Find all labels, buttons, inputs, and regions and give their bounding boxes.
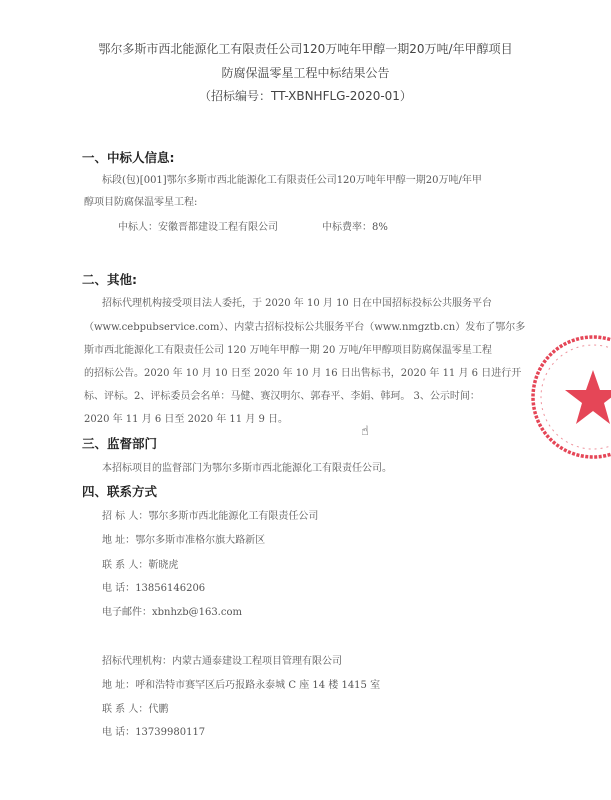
section-winner-heading: 一、中标人信息: <box>82 150 175 165</box>
agency-address: 呼和浩特市赛罕区后巧报路永泰城 C 座 14 楼 1415 室 <box>135 680 381 691</box>
agency-contact-label: 联 系 人： <box>102 704 149 715</box>
agency-phone-label: 电 话： <box>102 727 136 738</box>
supervision-line: 本招标项目的监督部门为鄂尔多斯市西北能源化工有限责任公司。 <box>102 463 392 474</box>
title-line-1: 鄂尔多斯市西北能源化工有限责任公司120万吨年甲醇一期20万吨/年甲醇项目 <box>98 42 513 56</box>
tenderer-name: 鄂尔多斯市西北能源化工有限责任公司 <box>148 511 319 522</box>
tenderer-name-row <box>102 507 318 522</box>
company-seal-icon <box>528 332 611 462</box>
agency-contact-row <box>102 700 168 715</box>
other-line-4: 的招标公告。2020 年 10 月 10 日至 2020 年 10 月 16 日出售标书，2020 年 11 月 6 日进行开 <box>84 368 522 379</box>
other-line-5: 标、评标。2、评标委员会名单：马健、赛汉明尔、郭春平、李娟、韩珂。 3、公示时间： <box>84 391 480 402</box>
section-supervision-heading: 三、监督部门 <box>82 436 158 451</box>
tenderer-email-row <box>102 603 242 618</box>
agency-address-row <box>102 676 380 691</box>
tenderer-email-label: 电子邮件： <box>102 607 152 618</box>
tenderer-phone-row <box>102 579 205 594</box>
tenderer-address-label: 地 址： <box>102 535 136 546</box>
tenderer-contact-row <box>102 556 178 571</box>
title-line-2: 防腐保温零星工程中标结果公告 <box>221 66 390 80</box>
tenderer-contact-label: 联 系 人： <box>102 560 149 571</box>
tenderer-phone-label: 电 话： <box>102 583 136 594</box>
other-line-3: 斯市西北能源化工有限责任公司 120 万吨年甲醇一期 20 万吨/年甲醇项目防腐保温零星工程 <box>84 345 492 356</box>
other-line-1: 招标代理机构接受项目法人委托，于 2020 年 10 月 10 日在中国招标投标公共服务平台 <box>102 298 492 309</box>
tender-number: （招标编号：TT-XBNHFLG-2020-01） <box>199 89 412 103</box>
section-other-heading: 二、其他: <box>82 272 137 287</box>
agency-phone: 13739980117 <box>135 727 206 738</box>
winner-name: 中标人：安徽晋都建设工程有限公司 <box>118 222 278 233</box>
other-line-6: 2020 年 11 月 6 日至 2020 年 11 月 9 日。 <box>84 414 289 425</box>
tenderer-email[interactable]: xbnhzb@163.com <box>152 607 242 618</box>
section-contact-heading: 四、联系方式 <box>82 484 158 499</box>
tenderer-contact: 靳晓虎 <box>148 560 179 571</box>
tenderer-address: 鄂尔多斯市准格尔旗大路新区 <box>135 535 266 546</box>
agency-name: 内蒙古通泰建设工程项目管理有限公司 <box>172 656 342 667</box>
agency-name-row <box>102 652 342 667</box>
winner-line-1: 标段(包)[001]鄂尔多斯市西北能源化工有限责任公司120万吨年甲醇一期20万吨/年甲 <box>102 175 482 186</box>
hand-cursor-icon: ☝ <box>361 424 369 439</box>
agency-contact: 代鹏 <box>148 704 169 715</box>
other-line-2: （www.cebpubservice.com）、内蒙古招标投标公共服务平台（www.nmgztb.cn）发布了鄂尔多 <box>84 322 526 333</box>
tenderer-phone: 13856146206 <box>135 583 206 594</box>
agency-phone-row <box>102 723 205 738</box>
winner-line-2: 醇项目防腐保温零星工程: <box>84 197 198 208</box>
tenderer-name-label: 招 标 人： <box>102 511 149 522</box>
agency-address-label: 地 址： <box>102 680 136 691</box>
tenderer-address-row <box>102 531 265 546</box>
agency-name-label: 招标代理机构： <box>102 656 172 667</box>
winner-rate: 中标费率：8% <box>322 222 388 233</box>
